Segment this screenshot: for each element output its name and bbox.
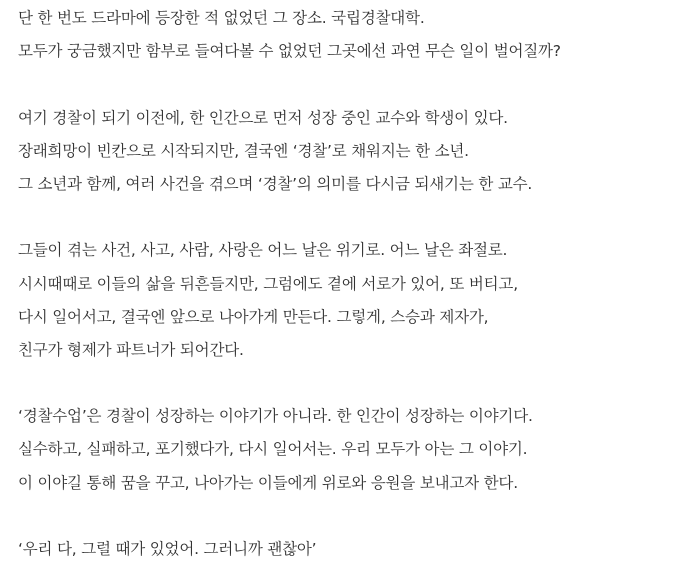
text-line: ‘경찰수업’은 경찰이 성장하는 이야기가 아니라. 한 인간이 성장하는 이야기다. [18,407,533,426]
text-line: 다시 일어서고, 결국엔 앞으로 나아가게 만든다. 그렇게, 스승과 제자가, [18,307,489,326]
paragraph-gap [18,367,700,400]
paragraph-intro [18,2,700,68]
paragraph-events [18,234,700,367]
paragraph-characters [18,102,700,202]
text-line: 장래희망이 빈칸으로 시작되지만, 결국엔 ‘경찰’로 채워지는 한 소년. [18,141,469,160]
paragraph-gap [18,201,700,234]
text-line: 그들이 겪는 사건, 사고, 사람, 사랑은 어느 날은 위기로. 어느 날은 좌절로. [18,241,508,260]
text-line: 실수하고, 실패하고, 포기했다가, 다시 일어서는. 우리 모두가 아는 그 이야기. [18,440,528,459]
text-line: 여기 경찰이 되기 이전에, 한 인간으로 먼저 성장 중인 교수와 학생이 있다. [18,108,508,127]
text-line: 이 이야길 통해 꿈을 꾸고, 나아가는 이들에게 위로와 응원을 보내고자 한다. [18,473,518,492]
closing-quote-line: ‘우리 다, 그럴 때가 있었어. 그러니까 괜찮아’ [18,540,317,558]
text-line: 모두가 궁금했지만 함부로 들여다볼 수 없었던 그곳에선 과연 무슨 일이 벌어질까? [18,42,561,61]
text-line: 친구가 형제가 파트너가 되어간다. [18,340,244,359]
text-line: 단 한 번도 드라마에 등장한 적 없었던 그 장소. 국립경찰대학. [18,9,425,27]
paragraph-theme [18,400,700,500]
paragraph-gap [18,500,700,533]
text-line: 시시때때로 이들의 삶을 뒤흔들지만, 그럼에도 곁에 서로가 있어, 또 버티고, [18,274,518,293]
paragraph-gap [18,68,700,101]
text-line: 그 소년과 함께, 여러 사건을 겪으며 ‘경찰’의 의미를 다시금 되새기는 한 교수. [18,174,533,193]
paragraph-closing-quote [18,533,700,566]
